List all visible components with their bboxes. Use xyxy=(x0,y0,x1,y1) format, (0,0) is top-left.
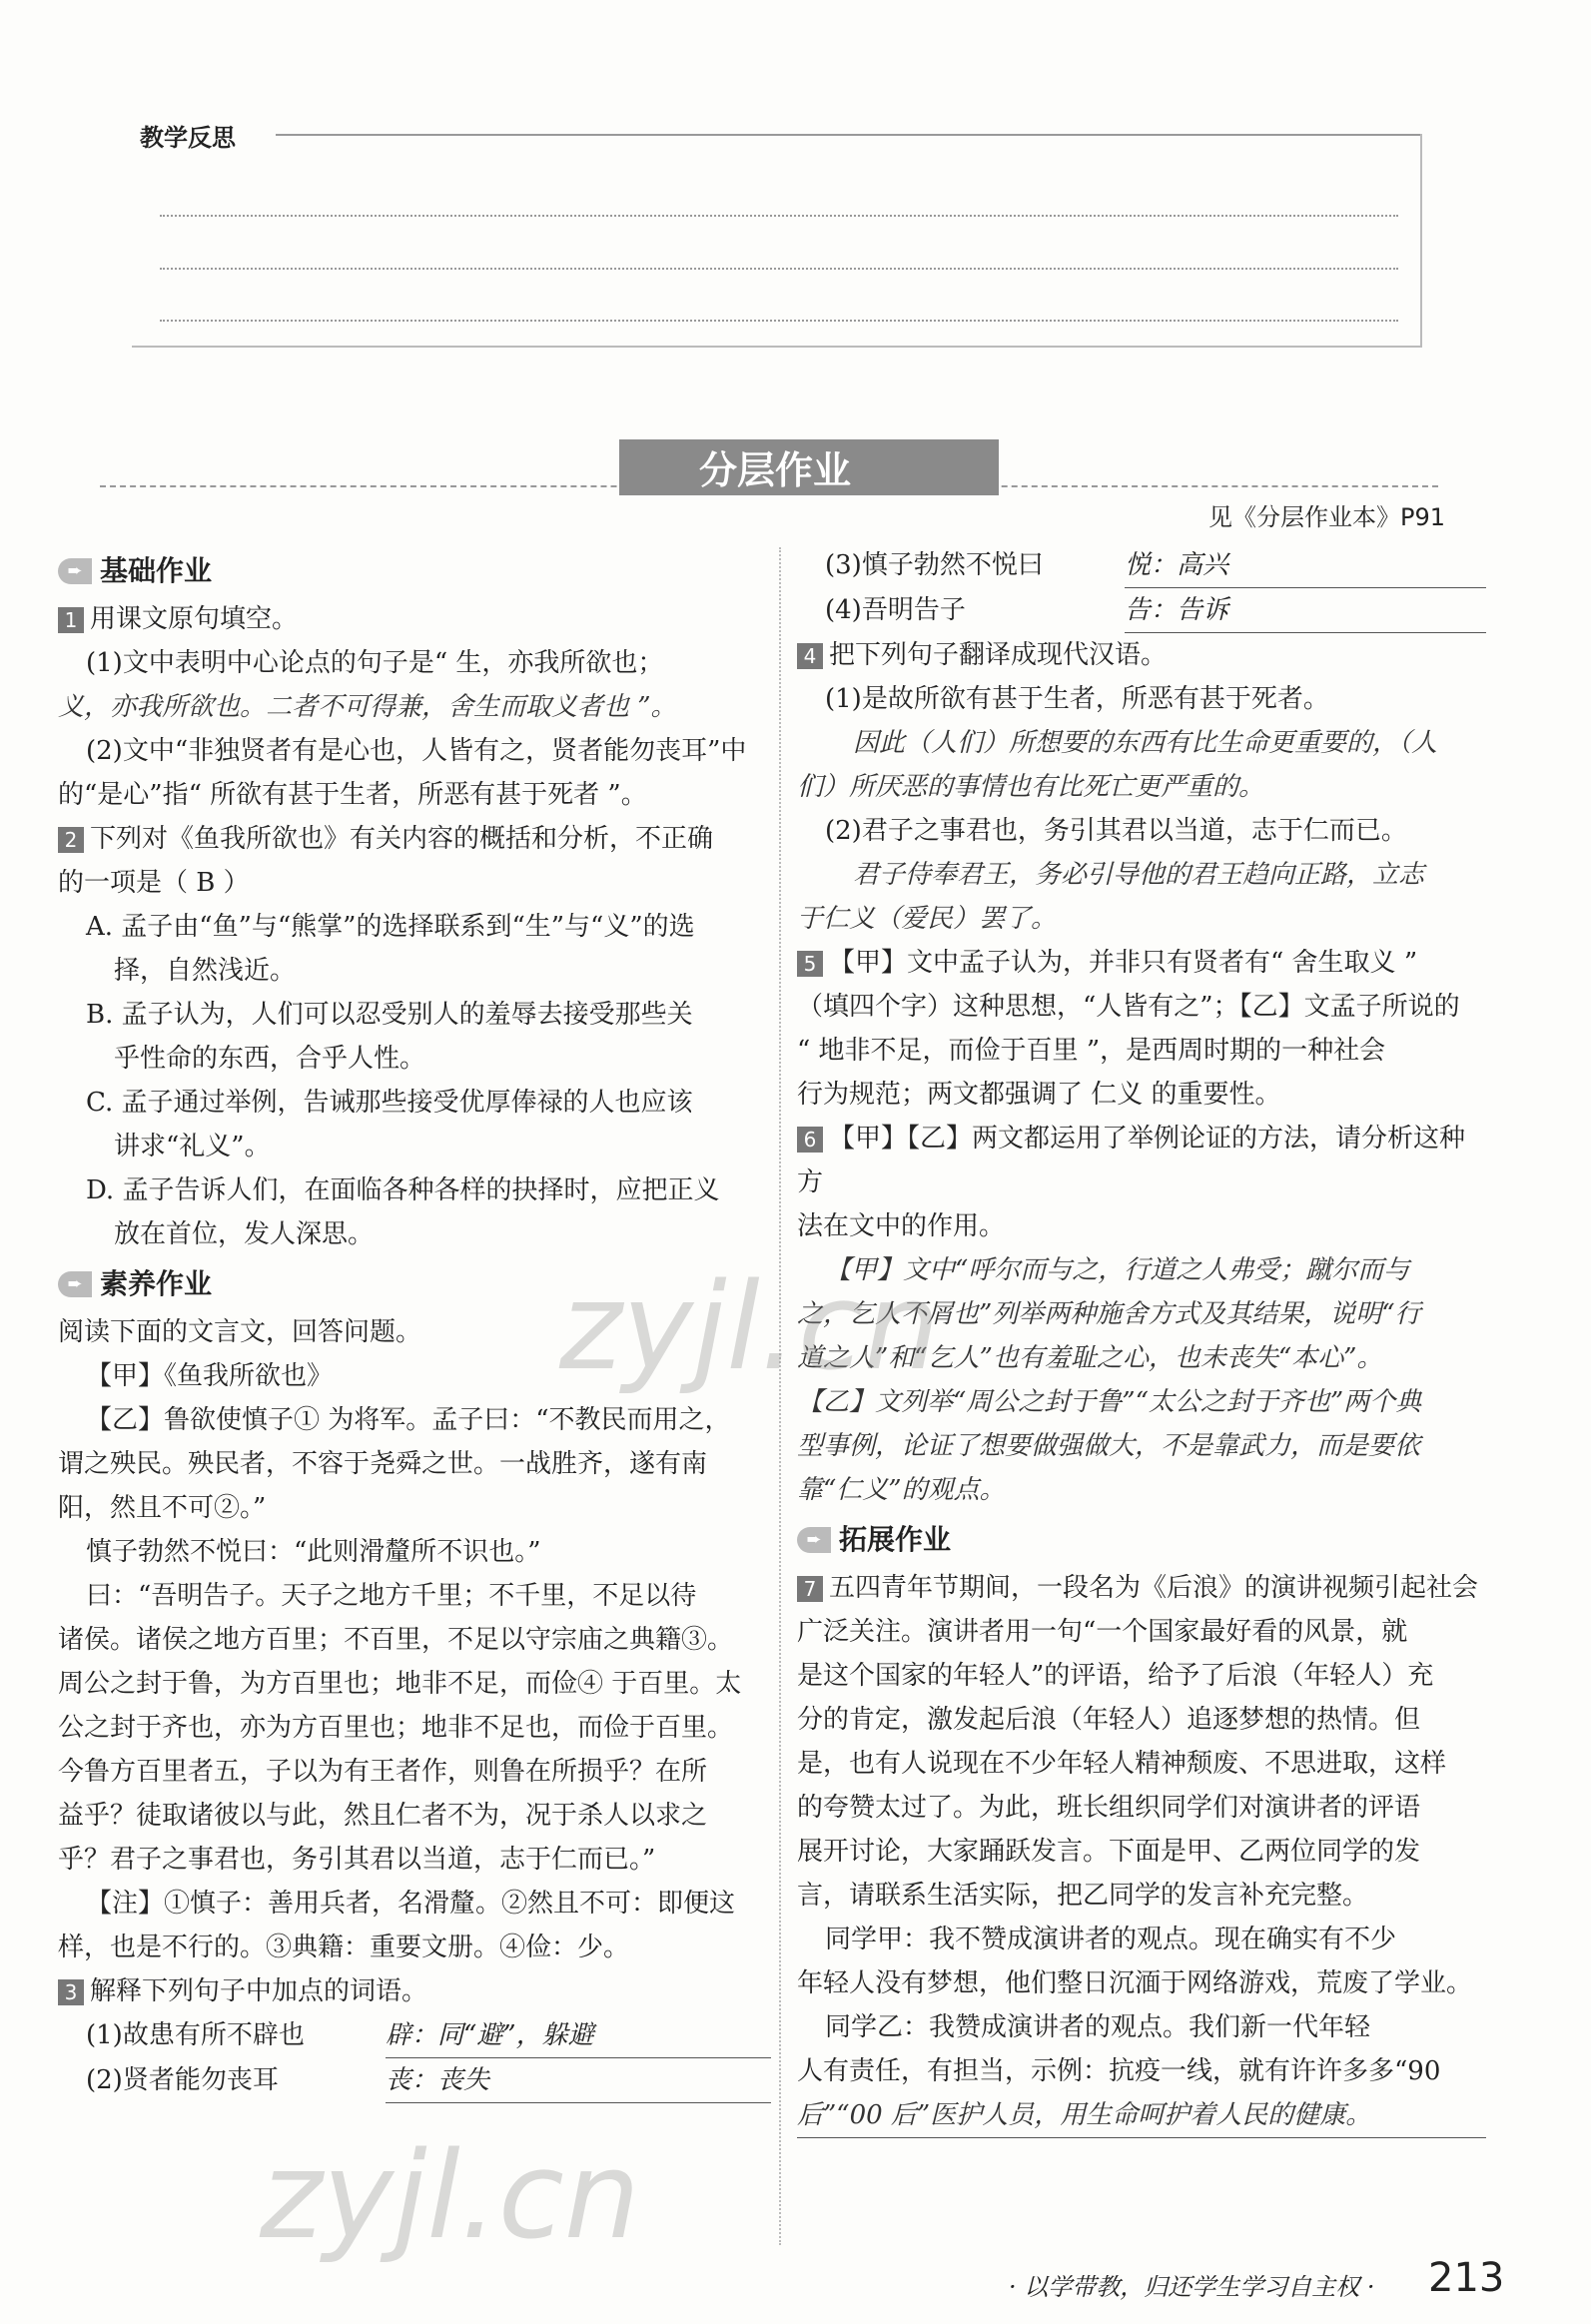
answer-line: 之，乞人不屑也”列举两种施舍方式及其结果，说明“行 xyxy=(797,1299,1421,1329)
watermark: zyjl.cn xyxy=(260,2127,640,2266)
question-text: 下列对《鱼我所欲也》有关内容的概括和分析，不正确 xyxy=(90,824,714,854)
answer-line: 们）所厌恶的事情也有比死亡更严重的。 xyxy=(797,772,1265,802)
banner-reference: 见《分层作业本》P91 xyxy=(1208,503,1446,531)
question-text: 行为规范；两文都强调了 仁义 的重要性。 xyxy=(797,1080,1281,1110)
option: B. 孟子认为，人们可以忍受别人的羞辱去接受那些关 xyxy=(86,1000,693,1030)
question-text: 同学乙：我赞成演讲者的观点。我们新一代年轻 xyxy=(825,2012,1371,2042)
question-text: 把下列句子翻译成现代汉语。 xyxy=(829,640,1168,670)
question-text: (1)是故所欲有甚于生者，所恶有甚于死者。 xyxy=(825,684,1329,714)
question-number: 2 xyxy=(58,827,84,853)
answer-line: (1)文中表明中心论点的句子是“ 生，亦我所欲也； xyxy=(86,648,664,678)
question-number: 4 xyxy=(797,643,823,669)
answer-line: 君子侍奉君王，务必引导他的君王趋向正路，立志 xyxy=(853,860,1425,890)
question-number: 7 xyxy=(797,1576,823,1602)
question-text: “ 地非不足，而俭于百里 ”，是西周时期的一种社会 xyxy=(797,1036,1386,1066)
question-text: (2)君子之事君也，务引其君以当道，志于仁而已。 xyxy=(825,816,1407,846)
answer-line: 型事例，论证了想要做强做大，不是靠武力，而是要依 xyxy=(797,1431,1421,1461)
answer-line: 人有责任，有担当，示例：抗疫一线，就有许许多多“90 xyxy=(797,2056,1441,2086)
question-number: 3 xyxy=(58,1979,84,2005)
answer-line: 后”“00 后”医护人员，用生命呵护着人民的健康。 xyxy=(797,2093,1486,2138)
banner-title: 分层作业 xyxy=(699,448,852,492)
section-heading: ➨ 基础作业 xyxy=(58,549,771,593)
question-text: 展开讨论，大家踊跃发言。下面是甲、乙两位同学的发 xyxy=(797,1837,1421,1867)
answer-line: 【乙】文列举“周公之封于鲁”“太公之封于齐也”两个典 xyxy=(797,1387,1422,1417)
passage-line: 谓之殃民。殃民者，不容于尧舜之世。一战胜齐，遂有南 xyxy=(58,1449,708,1479)
arrow-icon: ➨ xyxy=(58,558,92,584)
answer-line: 【甲】文中“呼尔而与之，行道之人弗受；蹴尔而与 xyxy=(825,1255,1410,1285)
section-heading: ➨ 素养作业 xyxy=(58,1262,771,1306)
answer-line: 的“是心”指“ 所欲有甚于生者，所恶有甚于死者 ”。 xyxy=(58,780,647,810)
passage-line: 【甲】《鱼我所欲也》 xyxy=(86,1361,334,1391)
question-text: 同学甲：我不赞成演讲者的观点。现在确实有不少 xyxy=(825,1925,1397,1954)
note: 样，也是不行的。③典籍：重要文册。④俭：少。 xyxy=(58,1933,630,1962)
page-number: 213 xyxy=(1428,2255,1505,2301)
question-text: 用课文原句填空。 xyxy=(90,604,299,634)
passage-line: 慎子勃然不悦曰：“此则滑釐所不识也。” xyxy=(86,1537,541,1567)
option: 放在首位，发人深思。 xyxy=(114,1219,375,1249)
answer-row: (4)吾明告子 告：告诉 xyxy=(797,588,1486,633)
question-text: （填四个字）这种思想，“人皆有之”；【乙】文孟子所说的 xyxy=(797,992,1460,1022)
answer-line: 道之人”和“乞人”也有羞耻之心，也未丧失“本心”。 xyxy=(797,1343,1383,1373)
option: A. 孟子由“鱼”与“熊掌”的选择联系到“生”与“义”的选 xyxy=(86,912,695,942)
footer-motto: · 以学带教，归还学生学习自主权 · xyxy=(1009,2273,1375,2301)
question-number: 5 xyxy=(797,951,823,977)
option: 乎性命的东西，合乎人性。 xyxy=(114,1044,426,1074)
question-text: 广泛关注。演讲者用一句“一个国家最好看的风景，就 xyxy=(797,1617,1408,1647)
passage-line: 曰：“吾明告子。天子之地方千里；不千里，不足以待 xyxy=(86,1581,697,1611)
answer-row: (2)贤者能勿丧耳 丧：丧失 xyxy=(58,2058,771,2103)
question-text: 的一项是（ B ） xyxy=(58,868,250,898)
passage-line: 阳，然且不可②。” xyxy=(58,1493,267,1523)
instruction: 阅读下面的文言文，回答问题。 xyxy=(58,1317,422,1347)
option: C. 孟子通过举例，告诫那些接受优厚俸禄的人也应该 xyxy=(86,1088,693,1118)
answer-line: 义，亦我所欲也。二者不可得兼，舍生而取义者也 ”。 xyxy=(58,692,677,722)
question-number: 1 xyxy=(58,607,84,633)
question-text: 言，请联系生活实际，把乙同学的发言补充完整。 xyxy=(797,1881,1369,1911)
question-text: 分的肯定，激发起后浪（年轻人）追逐梦想的热情。但 xyxy=(797,1705,1421,1735)
dotted-line xyxy=(160,268,1398,270)
arrow-icon: ➨ xyxy=(797,1527,831,1553)
answer-line: 靠“仁义”的观点。 xyxy=(797,1475,1006,1505)
passage-line: 诸侯。诸侯之地方百里；不百里，不足以守宗庙之典籍③。 xyxy=(58,1625,734,1655)
passage-line: 周公之封于鲁，为方百里也；地非不足，而俭④ 于百里。太 xyxy=(58,1669,742,1699)
dotted-line xyxy=(160,320,1398,322)
passage-line: 乎？君子之事君也，务引其君以当道，志于仁而已。” xyxy=(58,1845,656,1875)
dotted-line xyxy=(160,215,1398,217)
passage-line: 今鲁方百里者五，子以为有王者作，则鲁在所损乎？在所 xyxy=(58,1757,708,1787)
option: D. 孟子告诉人们，在面临各种各样的抉择时，应把正义 xyxy=(86,1175,720,1205)
reflection-box xyxy=(132,134,1422,348)
watermark: zyjl.cn xyxy=(559,1258,940,1397)
question-text: 是，也有人说现在不少年轻人精神颓废、不思进取，这样 xyxy=(797,1749,1447,1779)
question-text: 【甲】文中孟子认为，并非只有贤者有“ 舍生取义 ” xyxy=(829,948,1418,978)
answer-row: (3)慎子勃然不悦曰 悦：高兴 xyxy=(797,543,1486,588)
question-text: 法在文中的作用。 xyxy=(797,1211,1006,1241)
passage-line: 公之封于齐也，亦为方百里也；地非不足也，而俭于百里。 xyxy=(58,1713,734,1743)
question-text: 五四青年节期间，一段名为《后浪》的演讲视频引起社会 xyxy=(829,1573,1479,1603)
question-text: 【甲】【乙】两文都运用了举例论证的方法，请分析这种方 xyxy=(797,1124,1466,1197)
question-text: 的夸赞太过了。为此，班长组织同学们对演讲者的评语 xyxy=(797,1793,1421,1823)
reflection-title: 教学反思 xyxy=(140,124,236,152)
passage-line: 益乎？徒取诸彼以与此，然且仁者不为，况于杀人以求之 xyxy=(58,1801,708,1831)
question-text: (2)文中“非独贤者有是心也，人皆有之，贤者能勿丧耳”中 xyxy=(86,736,747,766)
section-heading: ➨ 拓展作业 xyxy=(797,1518,1486,1562)
question-text: 年轻人没有梦想，他们整日沉湎于网络游戏，荒废了学业。 xyxy=(797,1968,1473,1998)
option: 择，自然浅近。 xyxy=(114,956,297,986)
question-text: 是这个国家的年轻人”的评语，给予了后浪（年轻人）充 xyxy=(797,1661,1434,1691)
question-text: 解释下列句子中加点的词语。 xyxy=(90,1976,428,2006)
question-number: 6 xyxy=(797,1127,823,1153)
answer-line: 于仁义（爱民）罢了。 xyxy=(797,904,1058,934)
passage-line: 【乙】鲁欲使慎子① 为将军。孟子曰：“不教民而用之， xyxy=(86,1405,731,1435)
arrow-icon: ➨ xyxy=(58,1271,92,1297)
note: 【注】①慎子：善用兵者，名滑釐。②然且不可：即便这 xyxy=(86,1889,736,1919)
answer-line: 因此（人们）所想要的东西有比生命更重要的，（人 xyxy=(853,728,1438,758)
answer-row: (1)故患有所不辟也 辟：同“避”，躲避 xyxy=(58,2013,771,2058)
option: 讲求“礼义”。 xyxy=(114,1132,271,1162)
